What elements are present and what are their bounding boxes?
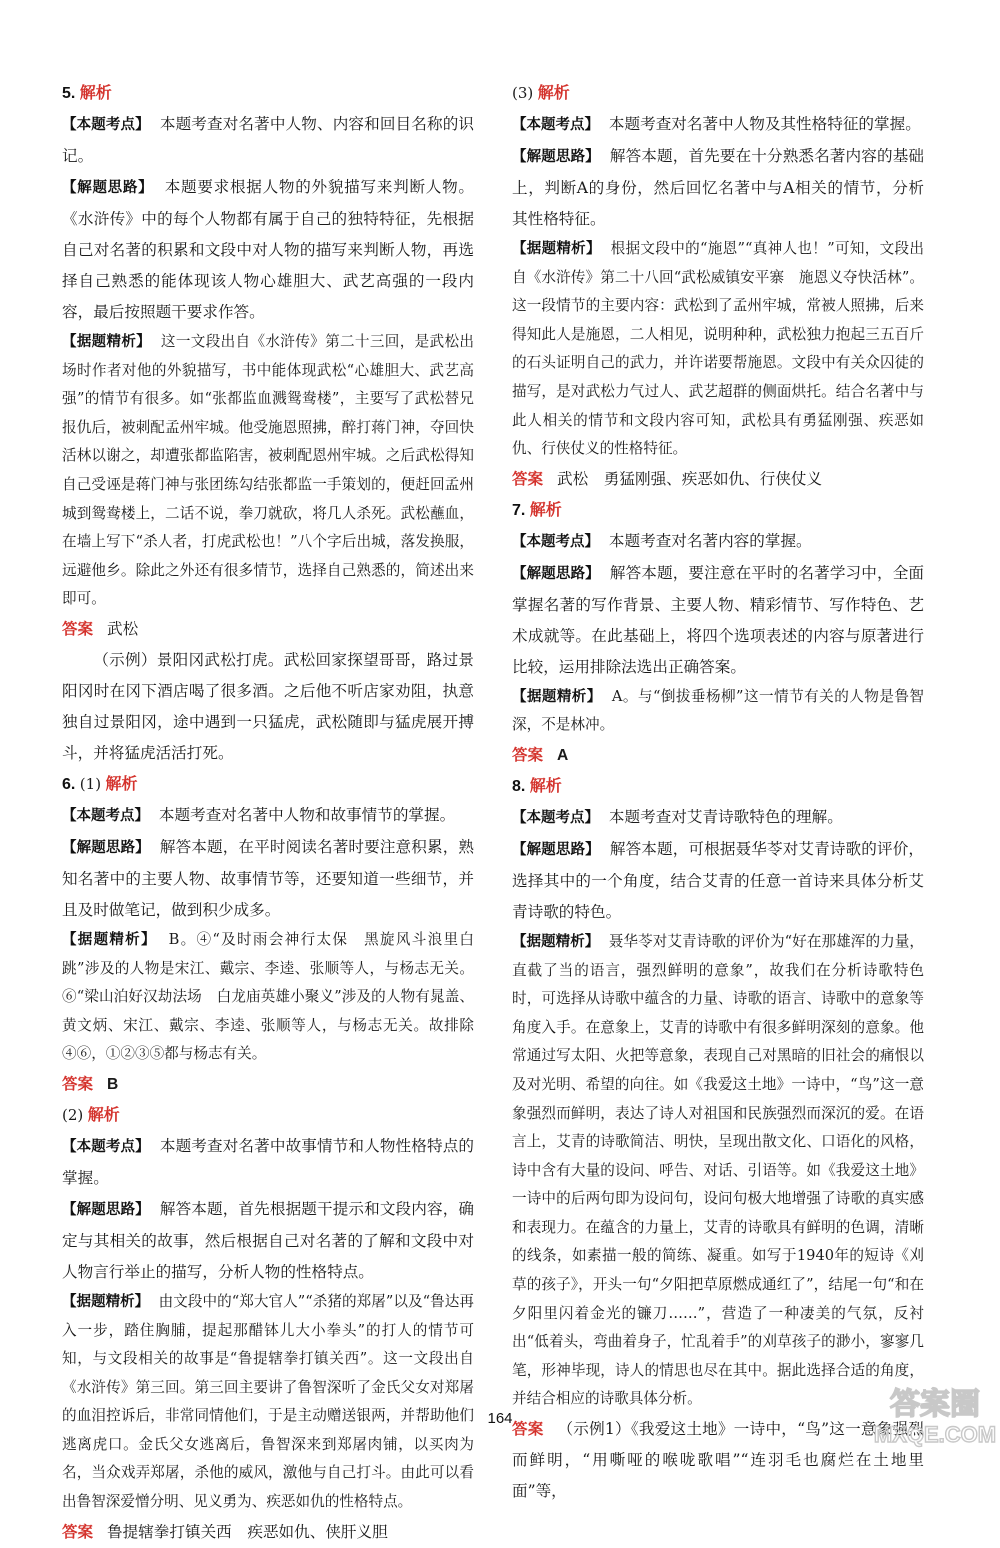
kaodian-text: 本题考查对名著中人物和故事情节的掌握。 [158, 805, 456, 824]
answer-paragraph [62, 1069, 474, 1100]
jingxi-paragraph [512, 928, 924, 1414]
kaodian-text: 本题考查对名著中人物及其性格特征的掌握。 [608, 115, 921, 133]
analysis-title: 解析 [105, 775, 138, 793]
kaodian-tag: 【本题考点】 [512, 809, 599, 826]
jingxi-paragraph [62, 926, 474, 1069]
analysis-title: 解析 [529, 777, 562, 795]
answer-text: 武松 [107, 619, 139, 638]
kaodian-paragraph [62, 800, 474, 832]
right-column [512, 78, 924, 1507]
question-number: 6. [62, 775, 76, 793]
silu-tag: 【解题思路】 [62, 180, 154, 196]
jingxi-text: A。与“倒拔垂杨柳”这一情节有关的人物是鲁智深，不是林冲。 [512, 687, 925, 734]
question-7-heading [512, 495, 924, 526]
answer-label: 答案 [62, 619, 94, 638]
answer-text: 武松 勇猛刚强、疾恶如仇、行侠仗义 [557, 469, 823, 488]
kaodian-tag: 【本题考点】 [62, 807, 149, 824]
kaodian-tag: 【本题考点】 [512, 533, 599, 550]
page-number: 164 [487, 1410, 513, 1427]
question-6-2-heading [62, 1100, 474, 1131]
silu-paragraph [62, 832, 474, 926]
jingxi-tag: 【据题精析】 [62, 334, 151, 350]
jingxi-paragraph [62, 1288, 474, 1517]
sub-question-number: (3) [512, 84, 534, 102]
answer-paragraph [62, 614, 474, 645]
kaodian-paragraph [62, 1131, 474, 1194]
answer-label: 答案 [62, 1522, 94, 1541]
silu-paragraph [62, 172, 474, 328]
kaodian-text: 本题考查对名著内容的掌握。 [608, 531, 812, 550]
jingxi-tag: 【据题精析】 [512, 933, 600, 950]
sub-question-number: (2) [62, 1105, 84, 1124]
question-number: 7. [512, 501, 526, 519]
answer-text: （示例1）《我爱这土地》一诗中，“鸟”这一意象强烈而鲜明，“用嘶哑的喉咙歌唱”“连羽毛也腐烂在土地里面”等， [512, 1420, 924, 1501]
silu-tag: 【解题思路】 [512, 565, 600, 582]
question-5-heading [62, 78, 474, 109]
watermark-text: 答案圈 [890, 1387, 980, 1422]
kaodian-paragraph [62, 109, 474, 172]
jingxi-tag: 【据题精析】 [512, 241, 601, 257]
silu-tag: 【解题思路】 [62, 1201, 150, 1218]
silu-paragraph [512, 834, 924, 928]
watermark-logo [872, 1380, 998, 1450]
question-8-heading [512, 771, 924, 802]
silu-text: 本题要求根据人物的外貌描写来判断人物。《水浒传》中的每个人物都有属于自己的独特特征，先根据自己对名著的积累和文段中对人物的描写来判断人物，再选择自己熟悉的能体现该人物心雄胆大、武艺高强的一段内容，最后按照题干要求作答。 [62, 178, 474, 321]
jingxi-text: 聂华苓对艾青诗歌的评价为“好在那雄浑的力量，直截了当的语言，强烈鲜明的意象”，故我们在分析诗歌特色时，可选择从诗歌中蕴含的力量、诗歌的语言、诗歌中的意象等角度入手。在意象上，艾青的诗歌中有很多鲜明深刻的意象。他常通过写太阳、火把等意象，表现自己对黑暗的旧社会的痛恨以及对光明、希望的向往。如《我爱这土地》一诗中，“鸟”这一意象强烈而鲜明，表达了诗人对祖国和民族强烈而深沉的爱。在语言上，艾青的诗歌简洁、明快，呈现出散文化、口语化的风格，诗中含有大量的设问、呼告、对话、引语等。如《我爱这土地》一诗中的后两句即为设问句，设问句极大地增强了诗歌的真实感和表现力。在蕴含的力量上，艾青的诗歌具有鲜明的色调，清晰的线条，如素描一般的简练、凝重。如写于1940年的短诗《刈草的孩子》，开头一句“夕阳把草原燃成通红了”，结尾一句“和在夕阳里闪着金光的镰刀……”，营造了一种凄美的气氛，反衬出“低着头，弯曲着身子，忙乱着手”的刈草孩子的渺小，寥寥几笔，形神毕现，诗人的情思也尽在其中。据此选择合适的角度，并结合相应的诗歌具体分析。 [512, 932, 925, 1408]
question-6-3-heading [512, 78, 924, 109]
left-column [62, 78, 474, 1548]
jingxi-tag: 【据题精析】 [62, 931, 157, 948]
kaodian-paragraph [512, 526, 924, 558]
answer-text: A [557, 746, 569, 764]
silu-paragraph [512, 558, 924, 683]
answer-example: （示例）景阳冈武松打虎。武松回家探望哥哥，路过景阳冈时在冈下酒店喝了很多酒。之后他不听店家劝阻，执意独自过景阳冈，途中遇到一只猛虎，武松随即与猛虎展开搏斗，并将猛虎活活打死。 [62, 650, 474, 762]
jingxi-tag: 【据题精析】 [512, 688, 602, 705]
kaodian-tag: 【本题考点】 [62, 1138, 150, 1155]
watermark-url: MXQE.COM [873, 1422, 997, 1447]
kaodian-tag: 【本题考点】 [62, 117, 150, 133]
answer-paragraph [512, 1414, 924, 1507]
analysis-title: 解析 [529, 501, 562, 519]
silu-text: 解答本题，要注意在平时的名著学习中，全面掌握名著的写作背景、主要人物、精彩情节、写作特色、艺术成就等。在此基础上，将四个选项表述的内容与原著进行比较，运用排除法选出正确答案。 [512, 563, 924, 676]
answer-label: 答案 [62, 1074, 94, 1093]
question-number: 8. [512, 777, 526, 795]
jingxi-paragraph [62, 328, 474, 614]
kaodian-paragraph [512, 109, 924, 141]
kaodian-tag: 【本题考点】 [512, 117, 599, 133]
silu-text: 解答本题，首先根据题干提示和文段内容，确定与其相关的故事，然后根据自己对名著的了解和文段中对人物言行举止的描写，分析人物的性格特点。 [62, 1199, 474, 1281]
jingxi-tag: 【据题精析】 [62, 1293, 150, 1310]
question-6-1-heading [62, 769, 474, 800]
kaodian-text: 本题考查对名著中故事情节和人物性格特点的掌握。 [62, 1136, 474, 1187]
silu-tag: 【解题思路】 [62, 839, 150, 856]
analysis-title: 解析 [87, 1106, 120, 1124]
answer-label: 答案 [512, 1420, 544, 1439]
silu-text: 解答本题，可根据聂华苓对艾青诗歌的评价，选择其中的一个角度，结合艾青的任意一首诗来具体分析艾青诗歌的特色。 [512, 839, 924, 921]
jingxi-text: 这一文段出自《水浒传》第二十三回，是武松出场时作者对他的外貌描写，书中能体现武松“心雄胆大、武艺高强”的情节有很多。如“张都监血溅鸳鸯楼”，主要写了武松替兄报仇后，被刺配孟州牢城。他受施恩照拂，醉打蒋门神，夺回快活林以谢之，却遭张都监陷害，被刺配恩州牢城。之后武松得知自己受诬是蒋门神与张团练勾结张都监一手策划的，便赶回孟州城到鸳鸯楼上，二话不说，拳刀就砍，将几人杀死。武松蘸血，在墙上写下“杀人者，打虎武松也！”八个字后出城，落发换服，远避他乡。除此之外还有很多情节，选择自己熟悉的，简述出来即可。 [62, 333, 474, 608]
answer-text: 鲁提辖拳打镇关西 疾恶如仇、侠肝义胆 [107, 1522, 388, 1541]
kaodian-text: 本题考查对名著中人物、内容和回目名称的识记。 [62, 115, 474, 165]
silu-tag: 【解题思路】 [512, 841, 600, 858]
answer-label: 答案 [512, 469, 544, 488]
jingxi-text: B。④“及时雨会神行太保 黑旋风斗浪里白跳”涉及的人物是宋江、戴宗、李逵、张顺等人，与杨志无关。⑥“梁山泊好汉劫法场 白龙庙英雄小聚义”涉及的人物有晁盖、黄文炳、宋江、戴宗、李逵、张顺等人，与杨志无关。故排除④⑥，①②③⑤都与杨志有关。 [62, 930, 475, 1063]
silu-text: 解答本题，首先要在十分熟悉名著内容的基础上，判断A的身份，然后回忆名著中与A相关的情节，分析其性格特征。 [512, 147, 924, 228]
watermark-graphic [872, 1380, 998, 1450]
kaodian-text: 本题考查对艾青诗歌特色的理解。 [608, 807, 843, 826]
answer-paragraph [62, 1517, 474, 1548]
jingxi-paragraph [512, 235, 924, 464]
jingxi-paragraph [512, 683, 924, 740]
silu-tag: 【解题思路】 [512, 149, 600, 165]
jingxi-text: 由文段中的“郑大官人”“杀猪的郑屠”以及“鲁达再入一步，踏住胸脯，提起那醋钵儿大小拳头”的打人的情节可知，与文段相关的故事是“鲁提辖拳打镇关西”。这一文段出自《水浒传》第三回。第三回主要讲了鲁智深听了金氏父女对郑屠的血泪控诉后，非常同情他们，于是主动赠送银两，并帮助他们逃离虎口。金氏父女逃离后，鲁智深来到郑屠肉铺，以买肉为名，当众戏弄郑屠，杀他的威风，激他与自己打斗。由此可以看出鲁智深爱憎分明、见义勇为、疾恶如仇的性格特点。 [62, 1292, 475, 1511]
silu-text: 解答本题，在平时阅读名著时要注意积累，熟知名著中的主要人物、故事情节等，还要知道一些细节，并且及时做笔记，做到积少成多。 [62, 837, 474, 919]
question-number: 5. [62, 85, 76, 102]
silu-paragraph [512, 141, 924, 235]
answer-text: B [107, 1075, 119, 1093]
answer-label: 答案 [512, 745, 544, 764]
sub-question-number: (1) [79, 774, 102, 793]
jingxi-text: 根据文段中的“施恩”“真神人也！”可知，文段出自《水浒传》第二十八回“武松威镇安平寨 施恩义夺快活林”。这一段情节的主要内容：武松到了孟州牢城，常被人照拂，后来得知此人是施恩，二人相见，说明种种，武松独力抱起三五百斤的石头证明自己的武力，并许诺要帮施恩。文段中有关众囚徒的描写，是对武松力气过人、武艺超群的侧面烘托。结合名著中与此人相关的情节和文段内容可知，武松具有勇猛刚强、疾恶如仇、行侠仗义的性格特征。 [512, 240, 924, 458]
analysis-title: 解析 [79, 85, 112, 102]
kaodian-paragraph [512, 802, 924, 834]
silu-paragraph [62, 1194, 474, 1288]
answer-paragraph [512, 740, 924, 771]
answer-paragraph [512, 464, 924, 495]
analysis-title: 解析 [537, 85, 570, 102]
